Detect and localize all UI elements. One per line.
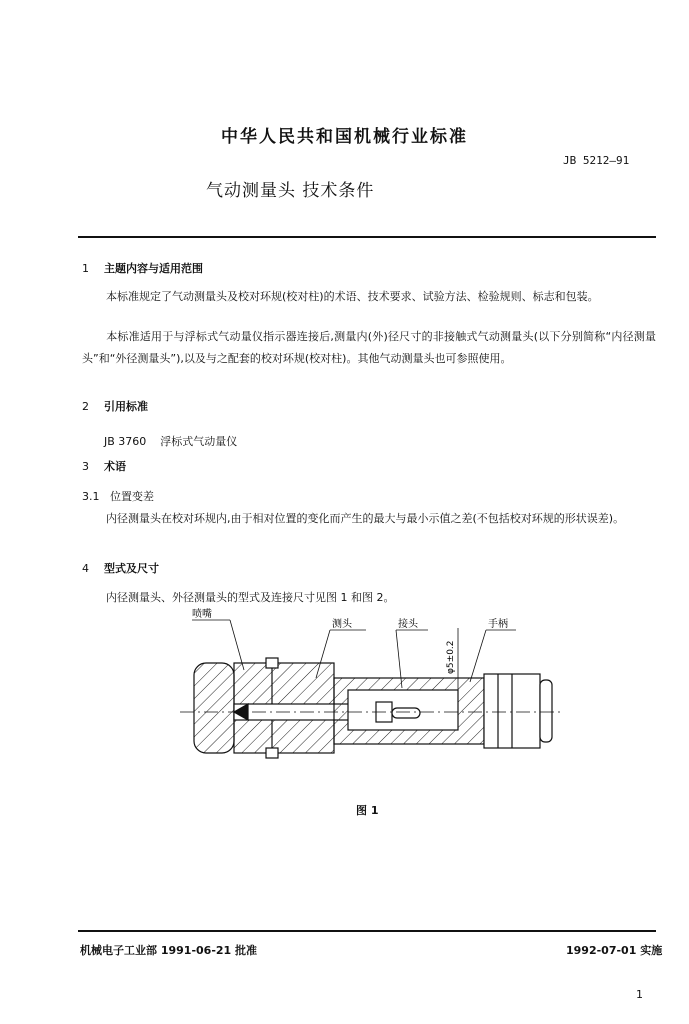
figure-caption: 图 1 <box>356 804 379 817</box>
term-heading <box>82 488 154 504</box>
section-title: 型式及尺寸 <box>104 562 159 575</box>
section-number: 2 <box>82 400 89 413</box>
reference-code: JB 3760 <box>104 435 147 448</box>
referenced-standard <box>104 433 251 449</box>
footer-rule <box>78 930 656 932</box>
section-2-heading <box>82 398 148 414</box>
reference-name: 浮标式气动量仪 <box>160 435 238 448</box>
section-number: 4 <box>82 562 89 575</box>
header-rule <box>78 236 656 238</box>
paragraph-scope <box>82 286 656 308</box>
section-title: 主题内容与适用范围 <box>104 262 203 275</box>
section-number: 3 <box>82 460 89 473</box>
term-title: 位置变差 <box>110 490 154 503</box>
paragraph-applicability <box>82 326 656 370</box>
approval-line: 机械电子工业部 1991-06-21 批准 <box>80 944 258 957</box>
section-number: 1 <box>82 262 89 275</box>
standard-title: 中华人民共和国机械行业标准 <box>221 127 468 147</box>
document-title: 气动测量头 技术条件 <box>206 181 375 201</box>
figure-1-drawing <box>170 608 570 798</box>
paragraph-text: 本标准适用于与浮标式气动量仪指示器连接后,测量内(外)径尺寸的非接触式气动测量头(以下分别简称“内径测量头”和“外径测量头”),以及与之配套的校对环规(校对柱)。其他气动测量头也可参照使用。 <box>82 330 656 365</box>
paragraph-text: 内径测量头、外径测量头的型式及连接尺寸见图 1 和图 2。 <box>106 591 395 604</box>
section-title: 术语 <box>104 460 126 473</box>
dimension-label: φ5±0.2 <box>446 640 456 674</box>
term-number: 3.1 <box>82 490 100 503</box>
paragraph-text: 本标准规定了气动测量头及校对环规(校对柱)的术语、技术要求、试验方法、检验规则、标志和包装。 <box>106 290 599 303</box>
nozzle-body <box>194 663 234 753</box>
effective-date: 1992-07-01 实施 <box>566 944 663 957</box>
head-label: 测头 <box>332 619 352 630</box>
paragraph-term-definition <box>82 508 656 530</box>
joint-label: 接头 <box>398 619 418 630</box>
section-4-heading <box>82 560 159 576</box>
section-3-heading <box>82 458 126 474</box>
paragraph-figure-ref <box>82 587 656 609</box>
nozzle-label: 喷嘴 <box>192 609 212 620</box>
handle-label: 手柄 <box>488 619 508 630</box>
standard-number: JB 5212—91 <box>563 154 630 167</box>
section-1-heading <box>82 260 203 276</box>
page-number: 1 <box>636 988 643 1001</box>
section-title: 引用标准 <box>104 400 148 413</box>
paragraph-text: 内径测量头在校对环规内,由于相对位置的变化而产生的最大与最小示值之差(不包括校对环规的形状误差)。 <box>106 512 625 525</box>
joint-pin <box>392 708 420 718</box>
